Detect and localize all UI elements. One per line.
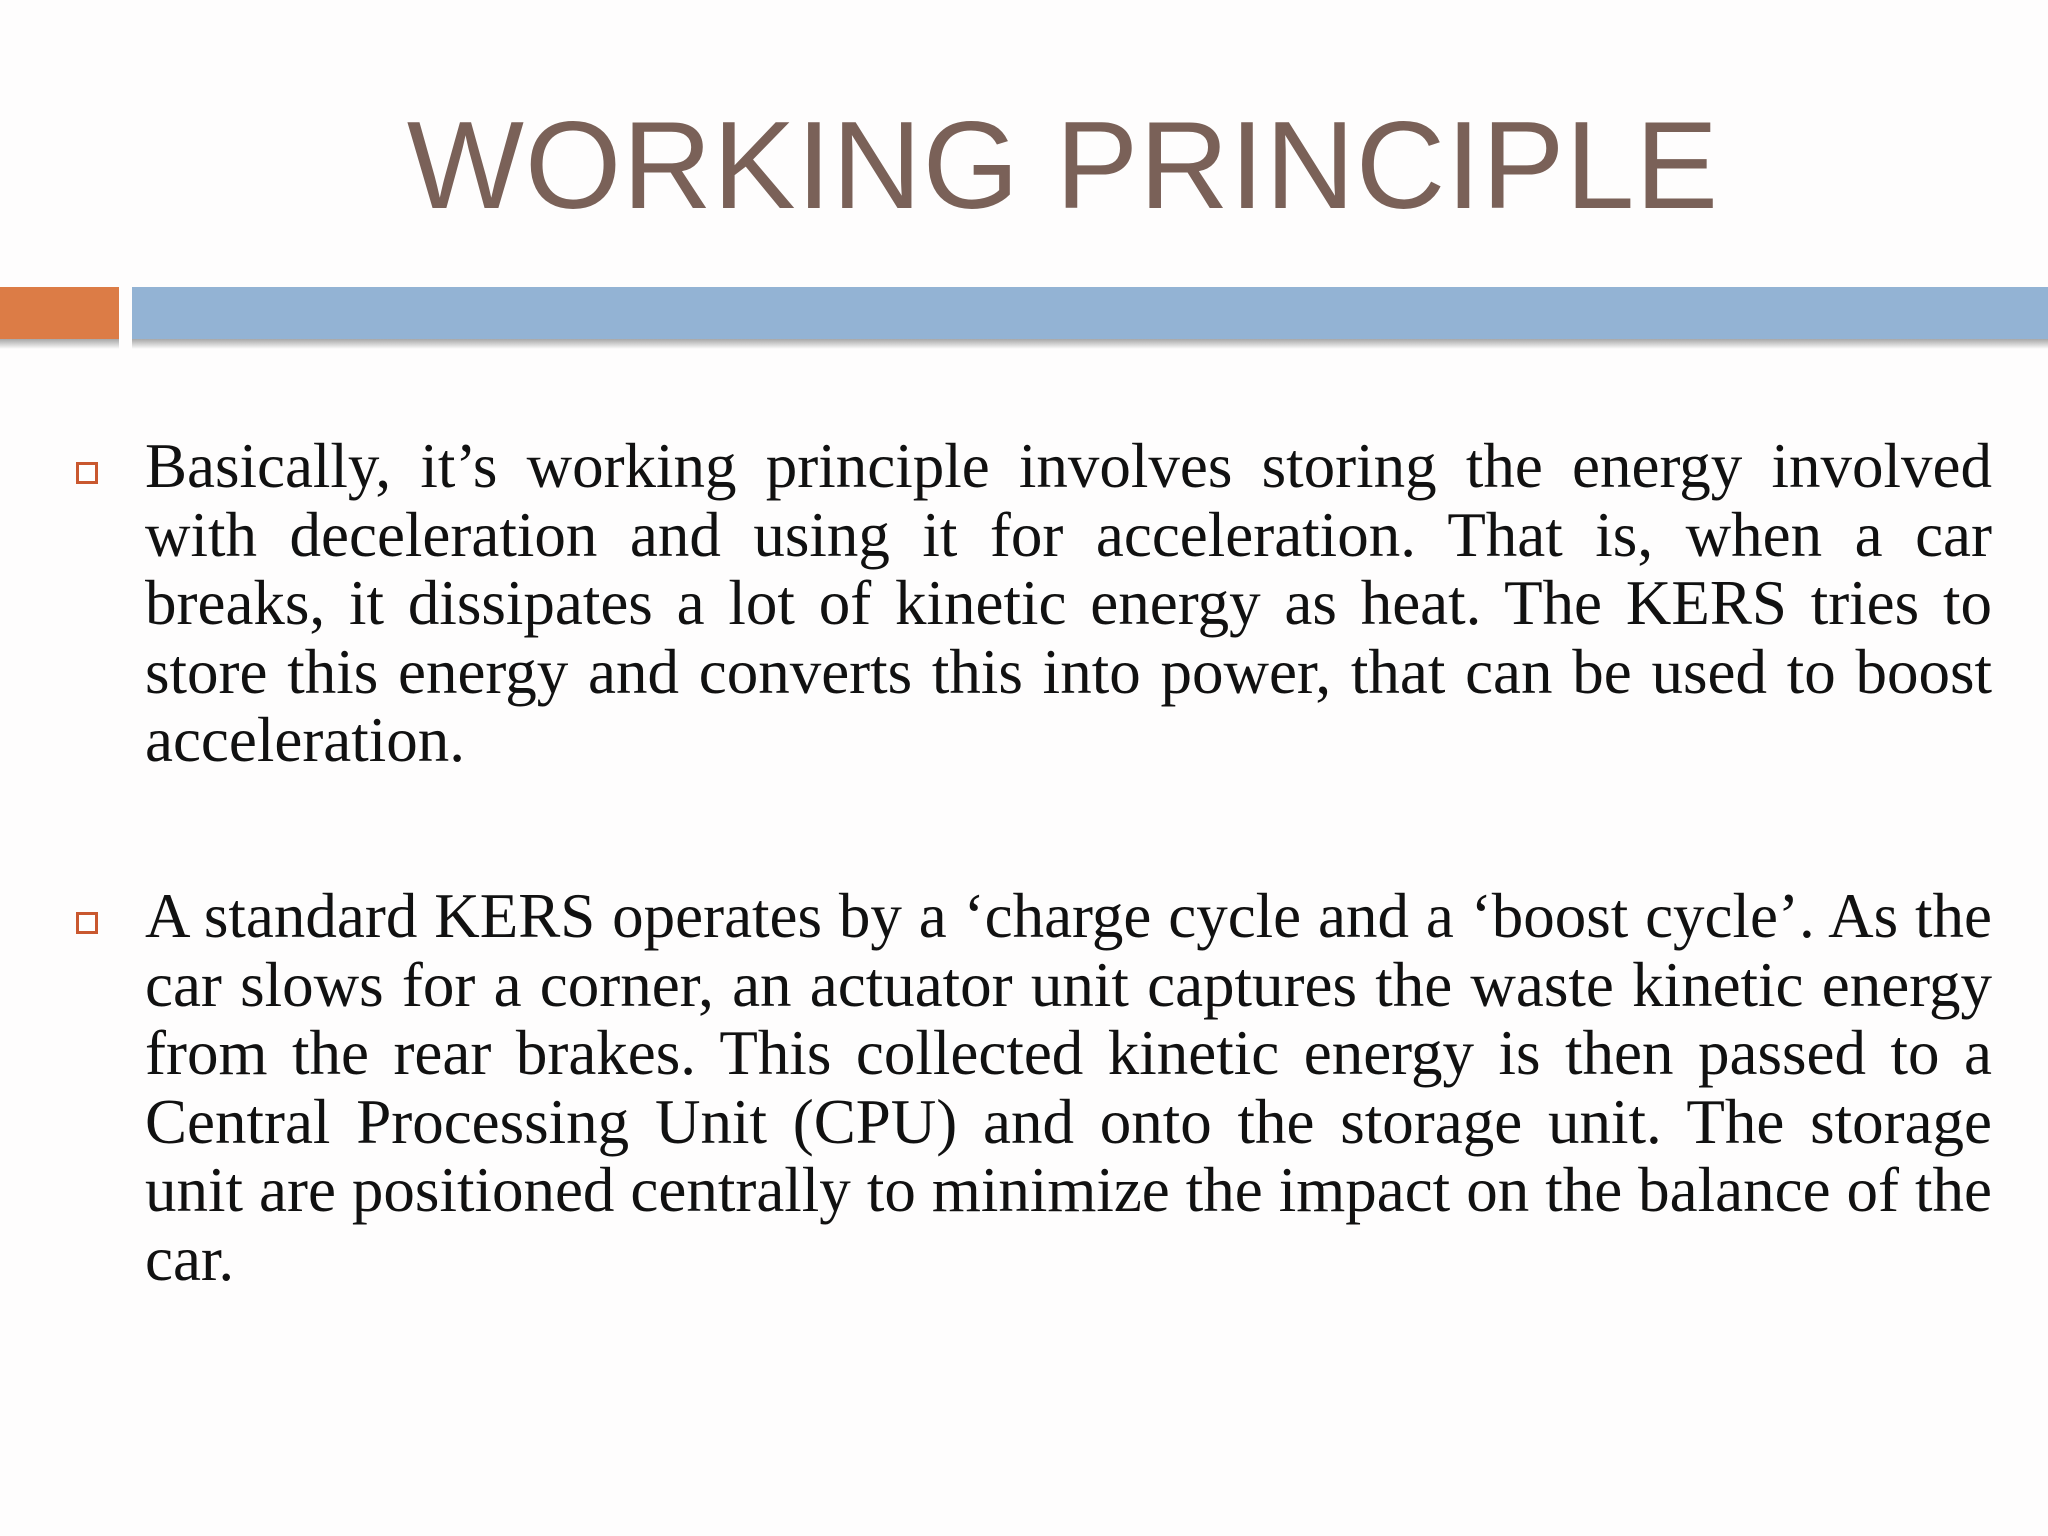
accent-bar-orange: [0, 287, 119, 339]
accent-bar-shadow: [132, 339, 2048, 349]
hollow-square-bullet-icon: [76, 462, 98, 484]
accent-bar-shadow: [0, 339, 119, 349]
accent-bar-blue: [132, 287, 2048, 339]
slide-title: WORKING PRINCIPLE: [406, 97, 1720, 235]
bullet-text: A standard KERS operates by a ‘charge cycle and a ‘boost cycle’. As the car slows for a corner, an actuator unit captures the waste kinetic energy from the rear brakes. This collected kinetic energy is then passed to a Central Processing Unit (CPU) and onto the storage unit. The storage unit are positioned centrally to minimize the impact on the balance of the car.: [145, 881, 1992, 1294]
bullet-text: Basically, it’s working principle involves storing the energy involved with deceleration and using it for acceleration. That is, when a car breaks, it dissipates a lot of kinetic energy as heat. The KERS tries to store this energy and converts this into power, that can be used to boost acceleration.: [145, 431, 1992, 775]
hollow-square-bullet-icon: [76, 912, 98, 934]
